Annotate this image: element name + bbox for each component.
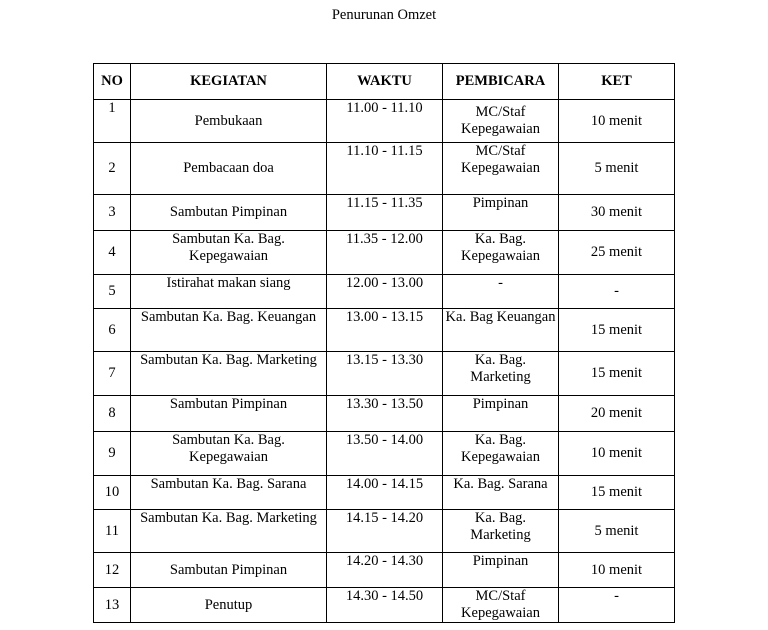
cell-waktu: 14.15 - 14.20: [327, 510, 443, 553]
cell-ket: 20 menit: [559, 396, 675, 432]
table-row: [94, 553, 675, 588]
table-row: [94, 309, 675, 352]
cell-pembicara: MC/Staf Kepegawaian: [443, 588, 559, 623]
cell-no: 8: [94, 396, 131, 432]
document-title: Penurunan Omzet: [331, 7, 437, 23]
cell-waktu: 11.10 - 11.15: [327, 143, 443, 195]
table-row: [94, 275, 675, 309]
cell-waktu: 11.00 - 11.10: [327, 100, 443, 143]
cell-pembicara: MC/Staf Kepegawaian: [443, 143, 559, 195]
cell-kegiatan: Sambutan Ka. Bag. Keuangan: [131, 309, 327, 352]
cell-kegiatan: Sambutan Pimpinan: [131, 195, 327, 231]
header-ket: KET: [559, 64, 675, 100]
cell-kegiatan: Sambutan Ka. Bag. Sarana: [131, 476, 327, 510]
cell-pembicara: Pimpinan: [443, 396, 559, 432]
cell-no: 9: [94, 432, 131, 476]
cell-kegiatan: Penutup: [131, 588, 327, 623]
table-row: [94, 231, 675, 275]
cell-ket: 25 menit: [559, 231, 675, 275]
cell-kegiatan: Sambutan Ka. Bag. Marketing: [131, 510, 327, 553]
cell-ket: 5 menit: [559, 510, 675, 553]
cell-pembicara: Pimpinan: [443, 553, 559, 588]
cell-kegiatan: Pembukaan: [131, 100, 327, 143]
table-row: [94, 352, 675, 396]
cell-pembicara: Ka. Bag. Kepegawaian: [443, 231, 559, 275]
cell-ket: -: [559, 588, 675, 623]
schedule-table: [93, 63, 675, 623]
cell-ket: 5 menit: [559, 143, 675, 195]
cell-no: 10: [94, 476, 131, 510]
header-row: [94, 64, 675, 100]
cell-ket: 15 menit: [559, 476, 675, 510]
cell-waktu: 13.50 - 14.00: [327, 432, 443, 476]
cell-kegiatan: Sambutan Ka. Bag. Kepegawaian: [131, 432, 327, 476]
cell-pembicara: MC/Staf Kepegawaian: [443, 100, 559, 143]
cell-kegiatan: Pembacaan doa: [131, 143, 327, 195]
table-row: [94, 510, 675, 553]
cell-pembicara: Ka. Bag. Marketing: [443, 352, 559, 396]
cell-no: 12: [94, 553, 131, 588]
cell-ket: 15 menit: [559, 309, 675, 352]
header-waktu: WAKTU: [327, 64, 443, 100]
cell-ket: 30 menit: [559, 195, 675, 231]
cell-ket: 10 menit: [559, 432, 675, 476]
cell-kegiatan: Sambutan Pimpinan: [131, 553, 327, 588]
cell-waktu: 13.00 - 13.15: [327, 309, 443, 352]
cell-waktu: 13.30 - 13.50: [327, 396, 443, 432]
cell-waktu: 12.00 - 13.00: [327, 275, 443, 309]
cell-ket: 10 menit: [559, 100, 675, 143]
header-pembicara: PEMBICARA: [443, 64, 559, 100]
cell-waktu: 14.30 - 14.50: [327, 588, 443, 623]
cell-waktu: 14.00 - 14.15: [327, 476, 443, 510]
cell-no: 7: [94, 352, 131, 396]
table-row: [94, 588, 675, 623]
cell-no: 13: [94, 588, 131, 623]
header-no: NO: [94, 64, 131, 100]
header-kegiatan: KEGIATAN: [131, 64, 327, 100]
cell-waktu: 14.20 - 14.30: [327, 553, 443, 588]
cell-kegiatan: Sambutan Ka. Bag. Marketing: [131, 352, 327, 396]
cell-ket: -: [559, 275, 675, 309]
cell-pembicara: Ka. Bag. Marketing: [443, 510, 559, 553]
cell-pembicara: -: [443, 275, 559, 309]
cell-pembicara: Ka. Bag Keuangan: [443, 309, 559, 352]
table-row: [94, 432, 675, 476]
cell-pembicara: Pimpinan: [443, 195, 559, 231]
cell-no: 5: [94, 275, 131, 309]
table-row: [94, 100, 675, 143]
cell-no: 6: [94, 309, 131, 352]
cell-kegiatan: Sambutan Pimpinan: [131, 396, 327, 432]
cell-no: 3: [94, 195, 131, 231]
cell-no: 1: [94, 100, 131, 143]
cell-waktu: 13.15 - 13.30: [327, 352, 443, 396]
table-row: [94, 195, 675, 231]
cell-kegiatan: Istirahat makan siang: [131, 275, 327, 309]
cell-ket: 10 menit: [559, 553, 675, 588]
cell-kegiatan: Sambutan Ka. Bag. Kepegawaian: [131, 231, 327, 275]
cell-ket: 15 menit: [559, 352, 675, 396]
cell-pembicara: Ka. Bag. Sarana: [443, 476, 559, 510]
cell-waktu: 11.35 - 12.00: [327, 231, 443, 275]
cell-pembicara: Ka. Bag. Kepegawaian: [443, 432, 559, 476]
table-row: [94, 143, 675, 195]
table-row: [94, 396, 675, 432]
cell-no: 4: [94, 231, 131, 275]
cell-no: 2: [94, 143, 131, 195]
cell-no: 11: [94, 510, 131, 553]
table-row: [94, 476, 675, 510]
cell-waktu: 11.15 - 11.35: [327, 195, 443, 231]
